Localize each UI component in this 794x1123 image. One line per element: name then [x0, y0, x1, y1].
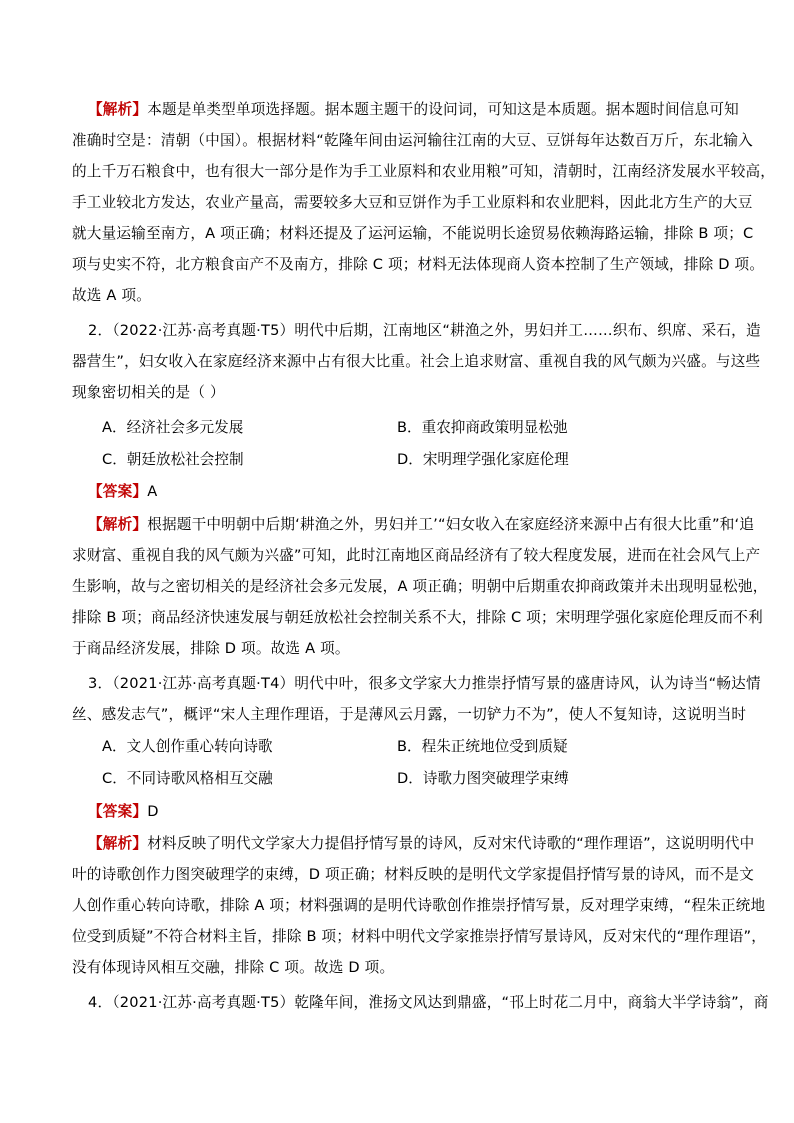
answer-tag: 【答案】 [88, 803, 148, 820]
analysis-line: 就大量运输至南方，A 项正确；材料还提及了运河运输，不能说明长途贸易依赖海路运输，排除 B 项；C [72, 225, 754, 242]
question-3-stem: 丝、感发志气”，概评“宋人主理作理语，于是薄风云月露，一切铲力不为”，使人不复知诗，这说明当时 [72, 706, 747, 723]
answer-tag: 【答案】 [88, 483, 148, 500]
question-2-analysis: 【解析】根据题干中明朝中后期‘耕渔之外，男妇并工’“妇女收入在家庭经济来源中占有很大比重”和‘追 [88, 516, 755, 533]
question-2-stem: 现象密切相关的是（ ） [72, 384, 225, 401]
question-2-analysis: 于商品经济发展，排除 D 项。故选 A 项。 [72, 640, 350, 657]
analysis-tag: 【解析】 [88, 835, 148, 852]
question-3-analysis: 人创作重心转向诗歌，排除 A 项；材料强调的是明代诗歌创作推崇抒情写景，反对理学束缚，“程朱正统地 [72, 897, 766, 914]
analysis-line: 故选 A 项。 [72, 287, 152, 304]
question-3-option-c[interactable]: C．不同诗歌风格相互交融 [102, 770, 273, 787]
question-2-option-b[interactable]: B．重农抑商政策明显松弛 [397, 419, 568, 436]
question-3-analysis: 没有体现诗风相互交融，排除 C 项。故选 D 项。 [72, 959, 395, 976]
question-2-option-c[interactable]: C．朝廷放松社会控制 [102, 451, 244, 468]
question-3-option-a[interactable]: A．文人创作重心转向诗歌 [102, 738, 273, 755]
analysis-tag: 【解析】 [88, 516, 148, 533]
question-3-analysis: 位受到质疑”不符合材料主旨，排除 B 项；材料中明代文学家推崇抒情写景诗风，反对宋代的“理作理语”， [72, 928, 767, 945]
question-3-analysis: 叶的诗歌创作力图突破理学的束缚，D 项正确；材料反映的是明代文学家提倡抒情写景的诗风，而不是文 [72, 866, 754, 883]
question-3-stem: 3．（2021·江苏·高考真题·T4）明代中叶，很多文学家大力推崇抒情写景的盛唐诗风，认为诗当“畅达情 [88, 675, 761, 692]
question-2-stem: 器营生”，妇女收入在家庭经济来源中占有很大比重。社会上追求财富、重视自我的风气颇为兴盛。与这些 [72, 353, 761, 370]
question-3-analysis: 【解析】材料反映了明代文学家大力提倡抒情写景的诗风，反对宋代诗歌的“理作理语”，这说明明代中 [88, 835, 755, 852]
analysis-line: 的上千万石粮食中，也有很大一部分是作为手工业原料和农业用粮”可知，清朝时，江南经济发展水平较高， [72, 163, 776, 180]
analysis-tag: 【解析】 [88, 101, 148, 118]
analysis-line: 手工业较北方发达，农业产量高，需要较多大豆和豆饼作为手工业原料和农业肥料，因此北方生产的大豆 [72, 194, 753, 211]
question-2-answer: 【答案】A [88, 483, 158, 500]
question-2-option-a[interactable]: A．经济社会多元发展 [102, 419, 244, 436]
question-2-stem: 2．（2022·江苏·高考真题·T5）明代中后期，江南地区“耕渔之外，男妇并工……织布、织席、采石，造 [88, 322, 761, 339]
question-3-answer: 【答案】D [88, 803, 159, 820]
analysis-line: 【解析】本题是单类型单项选择题。据本题主题干的设问词，可知这是本质题。据本题时间信息可知 [88, 101, 739, 118]
question-2-option-d[interactable]: D．宋明理学强化家庭伦理 [397, 451, 569, 468]
analysis-line: 准确时空是：清朝（中国）。根据材料“乾隆年间由运河输往江南的大豆、豆饼每年达数百万斤，东北输入 [72, 132, 753, 149]
question-2-analysis: 排除 B 项；商品经济快速发展与朝廷放松社会控制关系不大，排除 C 项；宋明理学强化家庭伦理反而不利 [72, 609, 763, 626]
analysis-line: 项与史实不符，北方粮食亩产不及南方，排除 C 项；材料无法体现商人资本控制了生产领域，排除 D 项。 [72, 256, 765, 273]
question-3-option-d[interactable]: D．诗歌力图突破理学束缚 [397, 770, 569, 787]
question-3-option-b[interactable]: B．程朱正统地位受到质疑 [397, 738, 568, 755]
question-4-stem: 4．（2021·江苏·高考真题·T5）乾隆年间，淮扬文风达到鼎盛，“邗上时花二月中，商翁大半学诗翁”，商 [88, 994, 769, 1011]
question-2-analysis: 生影响，故与之密切相关的是经济社会多元发展，A 项正确；明朝中后期重农抑商政策并未出现明显松弛， [72, 578, 768, 595]
question-2-analysis: 求财富、重视自我的风气颇为兴盛”可知，此时江南地区商品经济有了较大程度发展，进而在社会风气上产 [72, 547, 761, 564]
